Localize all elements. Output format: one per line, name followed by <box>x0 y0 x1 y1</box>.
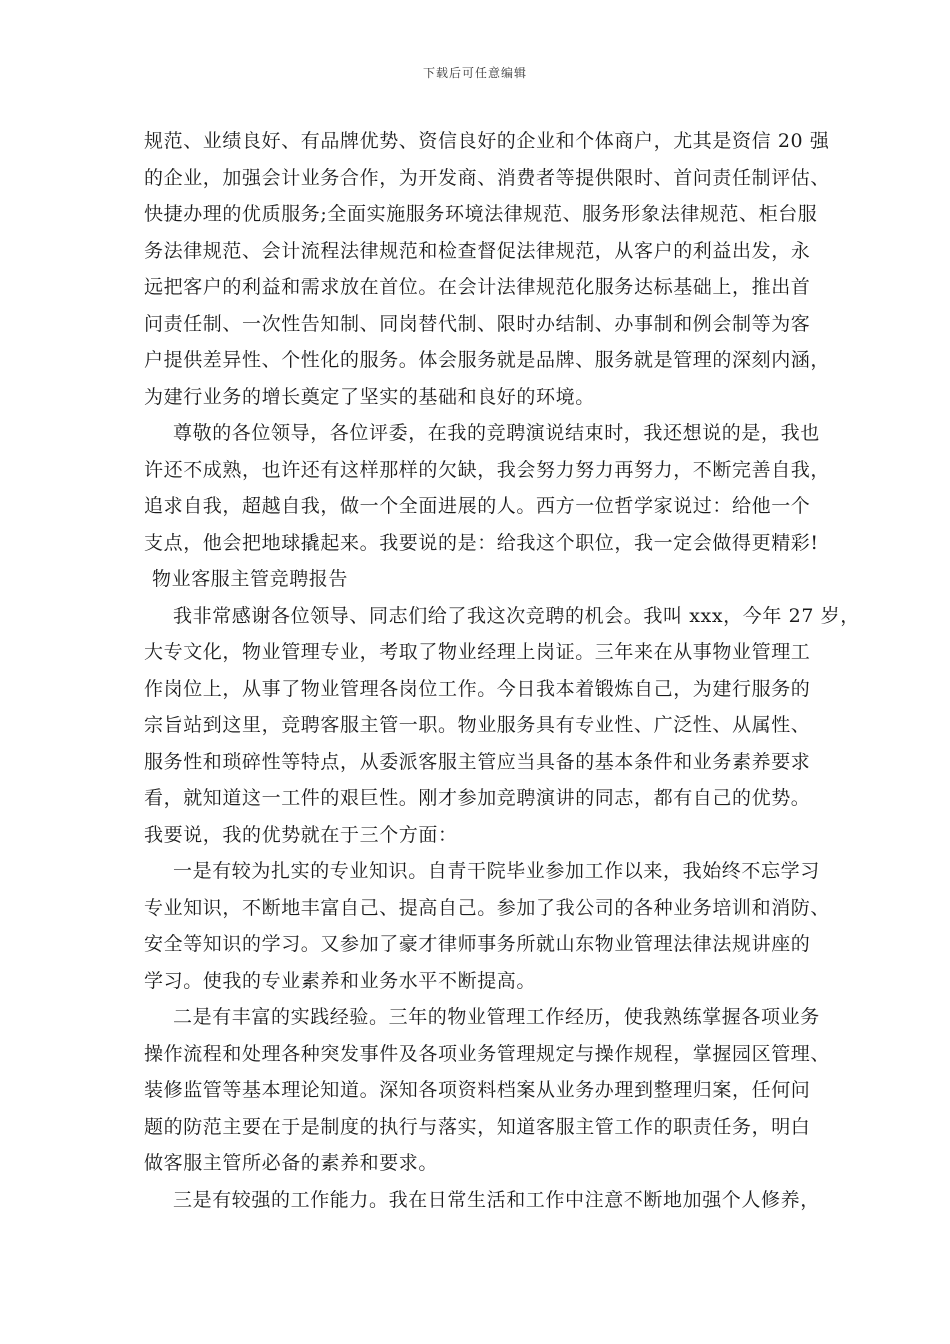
text-line: 户提供差异性、个性化的服务。体会服务就是品牌、服务就是管理的深刻内涵， <box>144 349 831 371</box>
text-line: 专业知识，不断地丰富自己、提高自己。参加了我公司的各种业务培训和消防、 <box>144 896 831 919</box>
text-line: 看，就知道这一工件的艰巨性。刚才参加竞聘演讲的同志，都有自己的优势。 <box>144 787 811 809</box>
text-line: 问责任制、一次性告知制、同岗替代制、限时办结制、办事制和例会制等为客 <box>144 312 811 335</box>
text-line: 题的防范主要在于是制度的执行与落实，知道客服主管工作的职责任务，明白 <box>144 1115 811 1138</box>
text-line: 三是有较强的工作能力。我在日常生活和工作中注意不断地加强个人修养， <box>173 1188 820 1211</box>
text-line: 学习。使我的专业素养和业务水平不断提高。 <box>144 969 537 992</box>
text-line: 我非常感谢各位领导、同志们给了我这次竞聘的机会。我叫 xxx，今年 27 岁， <box>173 604 860 627</box>
text-line: 宗旨站到这里，竞聘客服主管一职。物业服务具有专业性、广泛性、从属性、 <box>144 714 811 736</box>
text-line: 规范、业绩良好、有品牌优势、资信良好的企业和个体商户，尤其是资信 20 强 <box>144 130 830 152</box>
section-title: 物业客服主管竞聘报告 <box>152 568 349 590</box>
text-line: 支点，他会把地球撬起来。我要说的是：给我这个职位，我一定会做得更精彩! <box>144 531 819 554</box>
page-header: 下载后可任意编辑 <box>422 66 527 80</box>
text-line: 操作流程和处理各种突发事件及各项业务管理规定与操作规程，掌握园区管理、 <box>144 1042 831 1065</box>
text-line: 做客服主管所必备的素养和要求。 <box>144 1152 439 1174</box>
document-body <box>144 123 860 1218</box>
text-line: 安全等知识的学习。又参加了豪才律师事务所就山东物业管理法律法规讲座的 <box>144 933 811 955</box>
text-line: 一是有较为扎实的专业知识。自青干院毕业参加工作以来，我始终不忘学习 <box>173 860 820 882</box>
text-line: 二是有丰富的实践经验。三年的物业管理工作经历，使我熟练掌握各项业务 <box>173 1006 820 1028</box>
text-line: 服务性和琐碎性等特点，从委派客服主管应当具备的基本条件和业务素养要求 <box>144 750 811 773</box>
text-line: 务法律规范、会计流程法律规范和检查督促法律规范，从客户的利益出发，永 <box>144 239 811 262</box>
text-line: 许还不成熟，也许还有这样那样的欠缺，我会努力努力再努力，不断完善自我， <box>144 458 831 481</box>
text-line: 大专文化，物业管理专业，考取了物业经理上岗证。三年来在从事物业管理工 <box>144 641 811 663</box>
text-line: 快捷办理的优质服务;全面实施服务环境法律规范、服务形象法律规范、柜台服 <box>144 203 818 225</box>
text-line: 我要说，我的优势就在于三个方面： <box>144 823 458 846</box>
text-line: 的企业，加强会计业务合作，为开发商、消费者等提供限时、首问责任制评估、 <box>144 166 831 189</box>
text-line: 远把客户的利益和需求放在首位。在会计法律规范化服务达标基础上，推出首 <box>144 276 811 298</box>
text-line: 为建行业务的增长奠定了坚实的基础和良好的环境。 <box>144 385 595 408</box>
text-line: 作岗位上，从事了物业管理各岗位工作。今日我本着锻炼自己，为建行服务的 <box>144 677 811 700</box>
text-line: 尊敬的各位领导，各位评委，在我的竞聘演说结束时，我还想说的是，我也 <box>173 422 820 444</box>
text-line: 装修监管等基本理论知道。深知各项资料档案从业务办理到整理归案，任何问 <box>144 1079 811 1101</box>
text-line: 追求自我，超越自我，做一个全面进展的人。西方一位哲学家说过：给他一个 <box>144 495 811 517</box>
